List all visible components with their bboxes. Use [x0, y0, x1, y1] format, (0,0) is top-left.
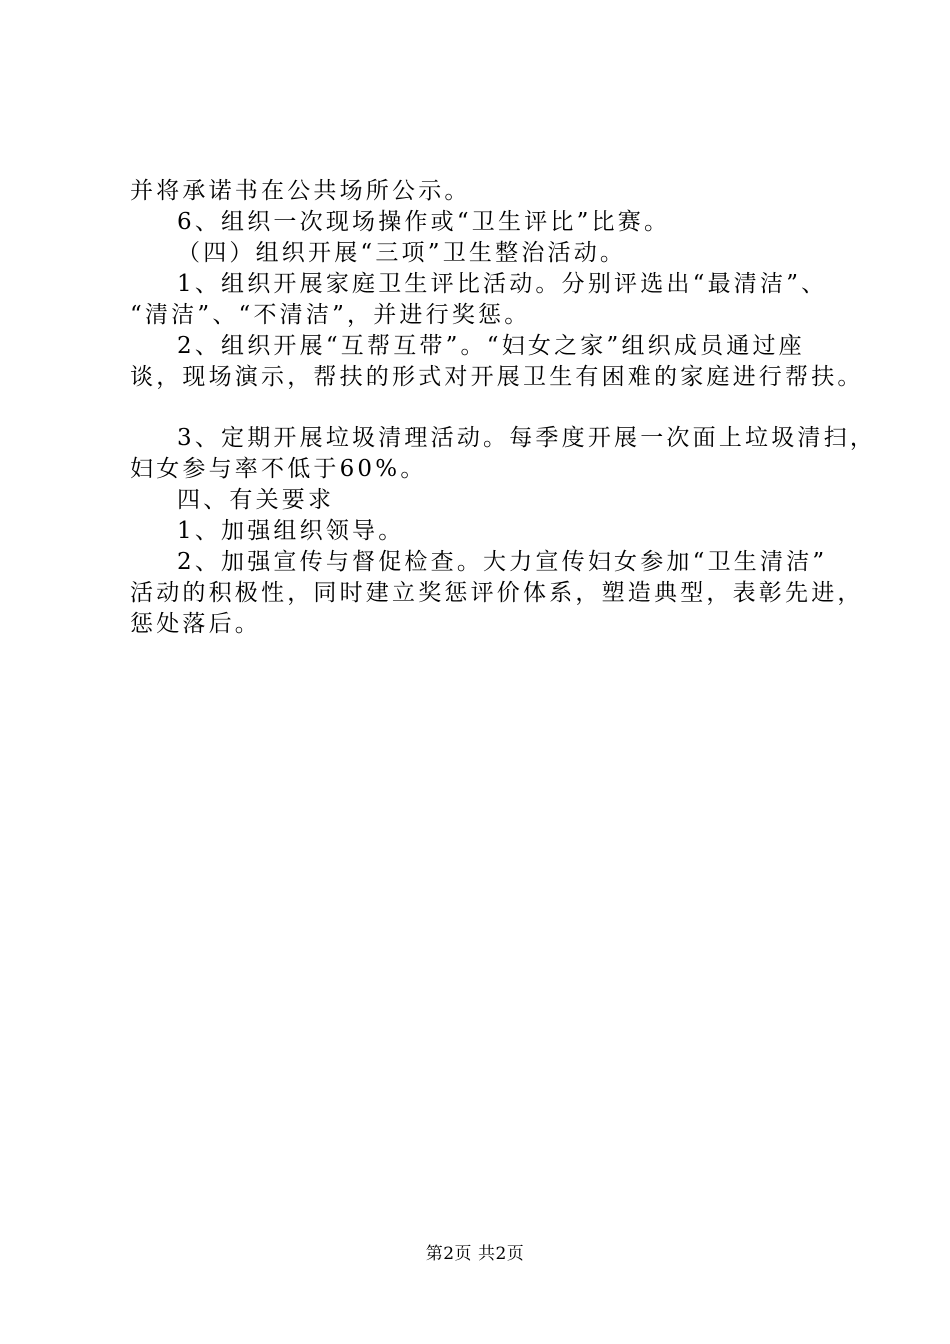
paragraph-line: 谈，现场演示，帮扶的形式对开展卫生有困难的家庭进行帮扶。 [130, 364, 864, 390]
paragraph-line: 惩处落后。 [130, 611, 261, 637]
paragraph-line: 2、组织开展“互帮互带”。“妇女之家”组织成员通过座 [177, 333, 805, 359]
paragraph-line: 1、组织开展家庭卫生评比活动。分别评选出“最清洁”、 [177, 271, 828, 297]
paragraph-line: 活动的积极性，同时建立奖惩评价体系，塑造典型，表彰先进， [130, 580, 864, 606]
paragraph-line: 并将承诺书在公共场所公示。 [130, 178, 471, 204]
paragraph-line: 3、定期开展垃圾清理活动。每季度开展一次面上垃圾清扫， [177, 425, 877, 451]
paragraph-line: 2、加强宣传与督促检查。大力宣传妇女参加“卫生清洁” [177, 549, 828, 575]
section-heading: 四、有关要求 [177, 487, 335, 513]
paragraph-line: 妇女参与率不低于60%。 [130, 456, 427, 482]
page-footer: 第2页 共2页 [425, 1244, 525, 1264]
paragraph-line: 1、加强组织领导。 [177, 518, 405, 544]
section-heading: （四）组织开展“三项”卫生整治活动。 [177, 240, 627, 266]
paragraph-line: “清洁”、“不清洁”，并进行奖惩。 [130, 302, 531, 328]
paragraph-line: 6、组织一次现场操作或“卫生评比”比赛。 [177, 209, 671, 235]
